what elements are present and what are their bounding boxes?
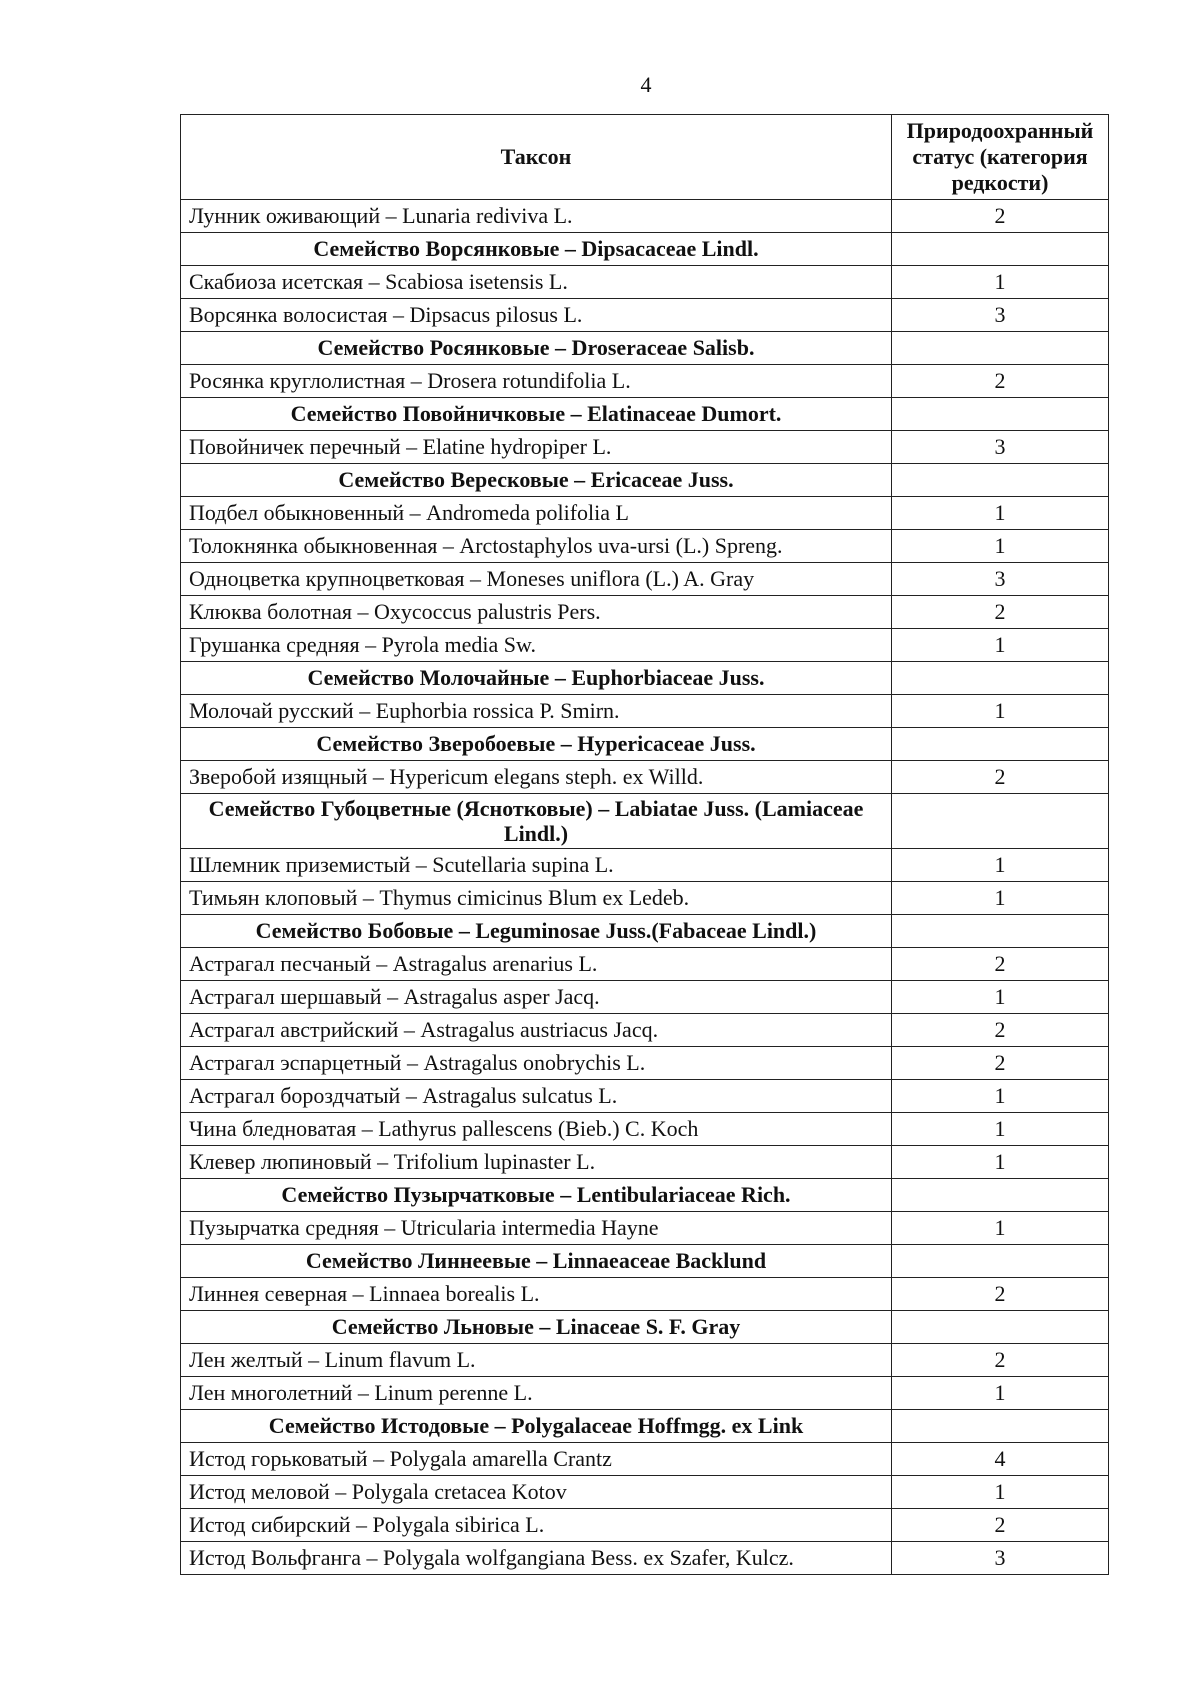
table-row — [181, 200, 1109, 233]
table-row — [181, 497, 1109, 530]
taxa-table — [180, 114, 1109, 1575]
taxon-cell: Лунник оживающий – Lunaria rediviva L. — [181, 200, 892, 233]
taxon-cell: Молочай русский – Euphorbia rossica P. Smirn. — [181, 695, 892, 728]
family-name-cell: Семейство Молочайные – Euphorbiaceae Juss. — [181, 662, 892, 695]
table-row — [181, 981, 1109, 1014]
table-row — [181, 1014, 1109, 1047]
taxon-cell: Истод сибирский – Polygala sibirica L. — [181, 1509, 892, 1542]
taxon-cell: Повойничек перечный – Elatine hydropiper L. — [181, 431, 892, 464]
taxon-cell: Одноцветка крупноцветковая – Moneses uniflora (L.) A. Gray — [181, 563, 892, 596]
status-cell — [892, 398, 1109, 431]
taxon-cell: Грушанка средняя – Pyrola media Sw. — [181, 629, 892, 662]
status-cell: 1 — [892, 530, 1109, 563]
status-cell: 2 — [892, 1344, 1109, 1377]
table-row — [181, 1278, 1109, 1311]
status-cell — [892, 662, 1109, 695]
table-row — [181, 1344, 1109, 1377]
table-row — [181, 849, 1109, 882]
status-cell — [892, 233, 1109, 266]
taxon-cell: Астрагал бороздчатый – Astragalus sulcatus L. — [181, 1080, 892, 1113]
table-row — [181, 882, 1109, 915]
status-cell: 1 — [892, 1377, 1109, 1410]
taxon-cell: Ворсянка волосистая – Dipsacus pilosus L. — [181, 299, 892, 332]
column-header-taxon: Таксон — [181, 115, 892, 200]
table-header — [181, 115, 1109, 200]
taxon-cell: Пузырчатка средняя – Utricularia intermedia Hayne — [181, 1212, 892, 1245]
taxon-cell: Шлемник приземистый – Scutellaria supina L. — [181, 849, 892, 882]
table-row — [181, 948, 1109, 981]
status-cell: 1 — [892, 1146, 1109, 1179]
status-cell: 2 — [892, 948, 1109, 981]
family-name-cell: Семейство Истодовые – Polygalaceae Hoffmgg. ex Link — [181, 1410, 892, 1443]
family-row — [181, 662, 1109, 695]
status-cell — [892, 794, 1109, 849]
status-cell: 2 — [892, 1278, 1109, 1311]
taxon-cell: Истод горьковатый – Polygala amarella Crantz — [181, 1443, 892, 1476]
status-cell: 1 — [892, 981, 1109, 1014]
status-cell — [892, 915, 1109, 948]
table-body — [181, 200, 1109, 1575]
table-row — [181, 266, 1109, 299]
status-cell: 1 — [892, 1113, 1109, 1146]
family-name-cell: Семейство Льновые – Linaceae S. F. Gray — [181, 1311, 892, 1344]
family-name-cell: Семейство Повойничковые – Elatinaceae Dumort. — [181, 398, 892, 431]
status-cell: 3 — [892, 431, 1109, 464]
status-cell: 1 — [892, 849, 1109, 882]
taxon-cell: Лен многолетний – Linum perenne L. — [181, 1377, 892, 1410]
taxon-cell: Скабиоза исетская – Scabiosa isetensis L. — [181, 266, 892, 299]
family-row — [181, 398, 1109, 431]
status-cell — [892, 332, 1109, 365]
family-row — [181, 794, 1109, 849]
page-number: 4 — [640, 72, 652, 97]
taxon-cell: Лен желтый – Linum flavum L. — [181, 1344, 892, 1377]
table-row — [181, 1113, 1109, 1146]
status-cell — [892, 728, 1109, 761]
status-cell — [892, 464, 1109, 497]
table-header-row — [181, 115, 1109, 200]
taxon-cell: Астрагал эспарцетный – Astragalus onobrychis L. — [181, 1047, 892, 1080]
table-row — [181, 1146, 1109, 1179]
status-cell: 1 — [892, 882, 1109, 915]
table-row — [181, 1377, 1109, 1410]
status-cell: 2 — [892, 1014, 1109, 1047]
family-row — [181, 1245, 1109, 1278]
status-cell: 1 — [892, 1212, 1109, 1245]
status-cell — [892, 1311, 1109, 1344]
taxon-cell: Росянка круглолистная – Drosera rotundifolia L. — [181, 365, 892, 398]
family-name-cell: Семейство Зверобоевые – Hypericaceae Juss. — [181, 728, 892, 761]
taxon-cell: Астрагал шершавый – Astragalus asper Jacq. — [181, 981, 892, 1014]
table-row — [181, 1542, 1109, 1575]
table-row — [181, 596, 1109, 629]
taxon-cell: Тимьян клоповый – Thymus cimicinus Blum ex Ledeb. — [181, 882, 892, 915]
status-cell — [892, 1179, 1109, 1212]
taxon-cell: Подбел обыкновенный – Andromeda polifolia L — [181, 497, 892, 530]
family-row — [181, 728, 1109, 761]
table-row — [181, 1047, 1109, 1080]
family-name-cell: Семейство Пузырчатковые – Lentibulariaceae Rich. — [181, 1179, 892, 1212]
status-cell: 3 — [892, 299, 1109, 332]
family-row — [181, 915, 1109, 948]
taxon-cell: Истод Вольфганга – Polygala wolfgangiana Bess. ex Szafer, Kulcz. — [181, 1542, 892, 1575]
family-name-cell: Семейство Губоцветные (Яснотковые) – Labiatae Juss. (Lamiaceae Lindl.) — [181, 794, 892, 849]
taxon-cell: Зверобой изящный – Hypericum elegans steph. ex Willd. — [181, 761, 892, 794]
table-row — [181, 530, 1109, 563]
status-cell: 2 — [892, 761, 1109, 794]
status-cell: 2 — [892, 1509, 1109, 1542]
table-row — [181, 761, 1109, 794]
family-row — [181, 1410, 1109, 1443]
status-cell: 1 — [892, 1476, 1109, 1509]
table-row — [181, 1080, 1109, 1113]
status-cell: 4 — [892, 1443, 1109, 1476]
table-row — [181, 1212, 1109, 1245]
table-row — [181, 1443, 1109, 1476]
table-row — [181, 365, 1109, 398]
table-row — [181, 695, 1109, 728]
taxon-cell: Линнея северная – Linnaea borealis L. — [181, 1278, 892, 1311]
status-cell: 3 — [892, 563, 1109, 596]
table-row — [181, 563, 1109, 596]
family-name-cell: Семейство Бобовые – Leguminosae Juss.(Fabaceae Lindl.) — [181, 915, 892, 948]
status-cell: 3 — [892, 1542, 1109, 1575]
status-cell: 1 — [892, 1080, 1109, 1113]
taxon-cell: Чина бледноватая – Lathyrus pallescens (Bieb.) C. Koch — [181, 1113, 892, 1146]
status-cell — [892, 1245, 1109, 1278]
status-cell: 1 — [892, 629, 1109, 662]
family-name-cell: Семейство Ворсянковые – Dipsacaceae Lindl. — [181, 233, 892, 266]
status-cell: 2 — [892, 200, 1109, 233]
family-name-cell: Семейство Линнеевые – Linnaeaceae Backlund — [181, 1245, 892, 1278]
table-row — [181, 431, 1109, 464]
status-cell: 1 — [892, 497, 1109, 530]
family-row — [181, 1311, 1109, 1344]
taxon-cell: Клевер люпиновый – Trifolium lupinaster L. — [181, 1146, 892, 1179]
status-cell: 2 — [892, 596, 1109, 629]
family-name-cell: Семейство Росянковые – Droseraceae Salisb. — [181, 332, 892, 365]
status-cell: 1 — [892, 695, 1109, 728]
family-row — [181, 332, 1109, 365]
status-cell: 2 — [892, 365, 1109, 398]
taxon-cell: Клюква болотная – Oxycoccus palustris Pers. — [181, 596, 892, 629]
taxon-cell: Толокнянка обыкновенная – Arctostaphylos uva-ursi (L.) Spreng. — [181, 530, 892, 563]
status-cell: 1 — [892, 266, 1109, 299]
taxon-cell: Истод меловой – Polygala cretacea Kotov — [181, 1476, 892, 1509]
table-row — [181, 299, 1109, 332]
table-row — [181, 629, 1109, 662]
taxon-cell: Астрагал австрийский – Astragalus austriacus Jacq. — [181, 1014, 892, 1047]
status-cell — [892, 1410, 1109, 1443]
family-name-cell: Семейство Вересковые – Ericaceae Juss. — [181, 464, 892, 497]
table-row — [181, 1509, 1109, 1542]
family-row — [181, 464, 1109, 497]
column-header-status: Природоохранный статус (категория редкости) — [892, 115, 1109, 200]
table-row — [181, 1476, 1109, 1509]
status-cell: 2 — [892, 1047, 1109, 1080]
family-row — [181, 1179, 1109, 1212]
family-row — [181, 233, 1109, 266]
taxon-cell: Астрагал песчаный – Astragalus arenarius L. — [181, 948, 892, 981]
